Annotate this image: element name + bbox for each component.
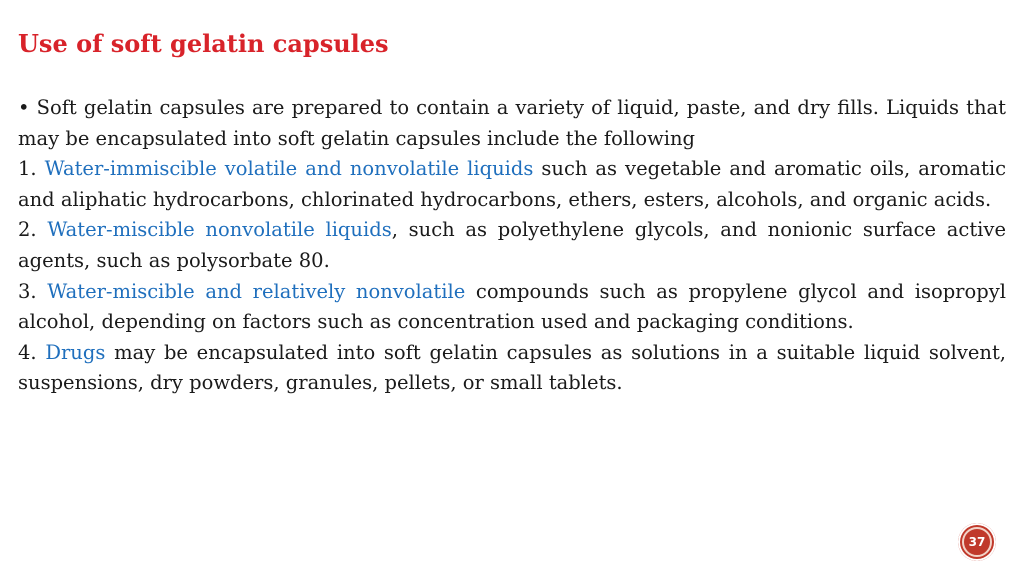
list-item-highlight: Drugs [45, 340, 106, 364]
page-number: 37 [968, 535, 986, 549]
list-item-number: 1. [18, 157, 45, 181]
list-item-2 [18, 215, 1006, 276]
list-item-highlight: Water-immiscible volatile and nonvolatile liquids [44, 157, 534, 181]
list-item-number: 2. [18, 218, 48, 242]
list-item-text: compounds such as propylene glycol and isopropyl alcohol, depending on factors such as concentration used and packaging conditions. [18, 279, 1006, 334]
page-number-ring [962, 527, 992, 557]
list-item-number: 3. [18, 279, 48, 303]
list-item-highlight: Water-miscible and relatively nonvolatile [47, 279, 466, 303]
list-item-text: , such as polyethylene glycols, and nonionic surface active agents, such as polysorbate 80. [18, 218, 1006, 272]
page-number-badge [958, 523, 996, 561]
list-item-text: may be encapsulated into soft gelatin capsules as solutions in a suitable liquid solvent, suspensions, dry powders, granules, pellets, or small tablets. [18, 340, 1006, 395]
list-item-3 [18, 277, 1006, 338]
list-item-1 [18, 154, 1006, 215]
list-item-text: such as vegetable and aromatic oils, aromatic and aliphatic hydrocarbons, chlorinated hydrocarbons, ethers, esters, alcohols, and organic acids. [18, 157, 1006, 211]
list-item-4 [18, 338, 1006, 399]
list-item-highlight: Water-miscible nonvolatile liquids [47, 218, 392, 242]
slide-body [18, 93, 1006, 399]
intro-paragraph: • Soft gelatin capsules are prepared to contain a variety of liquid, paste, and dry fills. Liquids that may be encapsulated into soft gelatin capsules include the following [18, 96, 1006, 150]
slide-title: Use of soft gelatin capsules [18, 29, 389, 58]
list-item-number: 4. [18, 340, 46, 364]
